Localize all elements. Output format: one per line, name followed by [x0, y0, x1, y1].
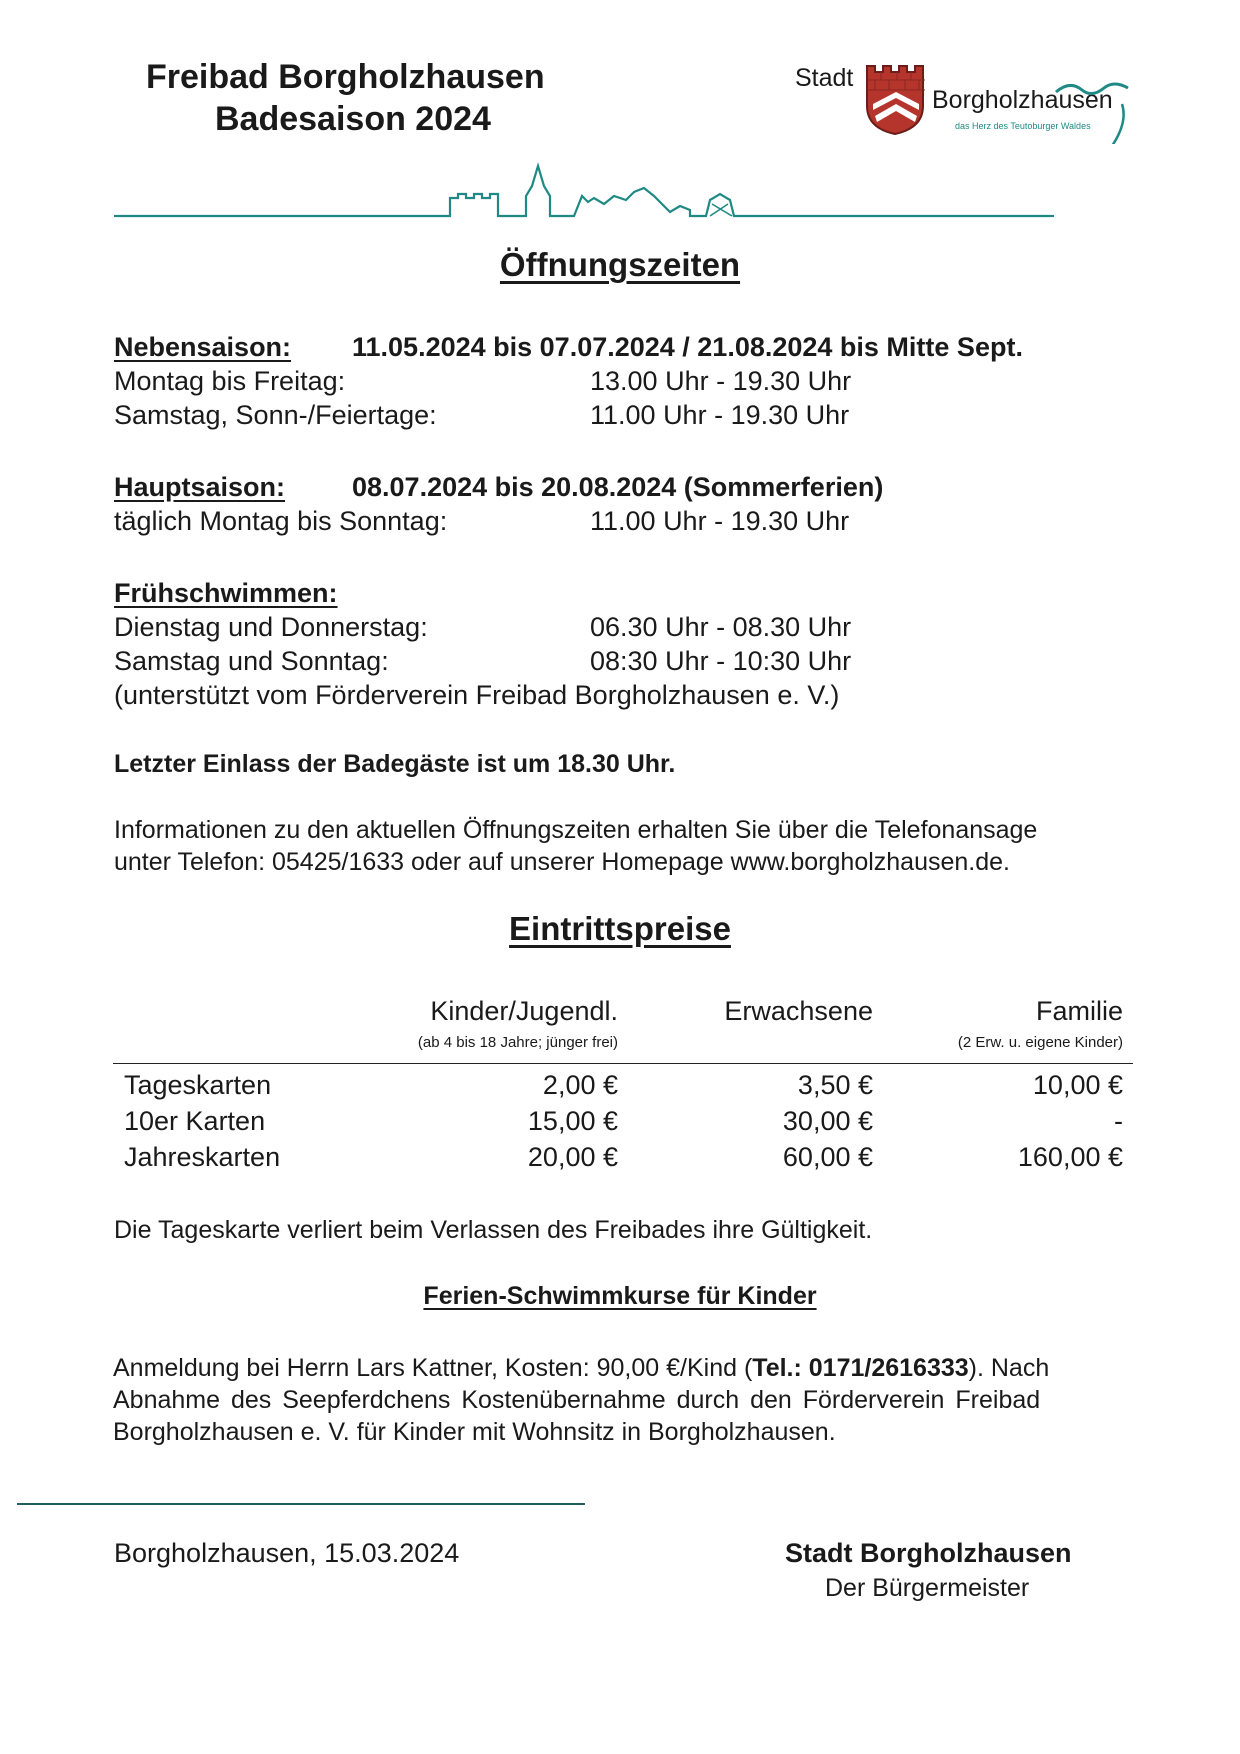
courses-text-line: Borgholzhausen e. V. für Kinder mit Wohnsitz in Borgholzhausen. — [113, 1418, 836, 1446]
schedule-day: Dienstag und Donnerstag: — [114, 612, 428, 642]
row-label: Jahreskarten — [124, 1142, 281, 1172]
fruehschwimmen-note: (unterstützt vom Förderverein Freibad Borgholzhausen e. V.) — [114, 680, 840, 710]
nebensaison-label: Nebensaison: — [114, 332, 292, 362]
column-header: Kinder/Jugendl. — [430, 996, 618, 1026]
schedule-day: Samstag, Sonn-/Feiertage: — [114, 400, 437, 430]
schedule-time: 13.00 Uhr - 19.30 Uhr — [590, 366, 852, 396]
price-cell: 2,00 € — [542, 1070, 618, 1100]
logo-wave-icon — [1050, 74, 1140, 144]
last-entry-notice: Letzter Einlass der Badegäste ist um 18.30 Uhr. — [114, 750, 676, 778]
signer-role: Der Bürgermeister — [825, 1574, 1030, 1602]
courses-text-line — [113, 1354, 1049, 1383]
hauptsaison-dates: 08.07.2024 bis 20.08.2024 (Sommerferien) — [352, 472, 884, 502]
logo-tagline: das Herz des Teutoburger Waldes — [955, 121, 1091, 131]
hauptsaison-label: Hauptsaison: — [114, 472, 286, 502]
schedule-time: 11.00 Uhr - 19.30 Uhr — [590, 506, 850, 536]
nebensaison-dates: 11.05.2024 bis 07.07.2024 / 21.08.2024 bis Mitte Sept. — [352, 332, 1023, 362]
place-date: Borgholzhausen, 15.03.2024 — [114, 1538, 460, 1568]
price-cell: - — [1114, 1106, 1123, 1136]
schedule-day: Samstag und Sonntag: — [114, 646, 389, 676]
schedule-day: Montag bis Freitag: — [114, 366, 346, 396]
price-cell: 30,00 € — [782, 1106, 873, 1136]
courses-phone: Tel.: 0171/2616333 — [752, 1354, 969, 1382]
signer-organization: Stadt Borgholzhausen — [785, 1538, 1072, 1568]
info-text-line: Informationen zu den aktuellen Öffnungszeiten erhalten Sie über die Telefonansage — [114, 816, 1038, 844]
schedule-time: 08:30 Uhr - 10:30 Uhr — [590, 646, 852, 676]
courses-text: Anmeldung bei Herrn Lars Kattner, Kosten: 90,00 €/Kind ( — [113, 1354, 753, 1382]
row-label: 10er Karten — [124, 1106, 266, 1136]
footer-divider — [17, 1503, 585, 1505]
prices-heading: Eintrittspreise — [509, 910, 731, 947]
price-cell: 60,00 € — [782, 1142, 873, 1172]
fruehschwimmen-label: Frühschwimmen: — [114, 578, 338, 608]
column-header: Erwachsene — [724, 996, 873, 1026]
page-title: Freibad Borgholzhausen — [146, 58, 545, 96]
table-header-divider — [113, 1063, 1133, 1064]
price-cell: 15,00 € — [527, 1106, 618, 1136]
row-label: Tageskarten — [124, 1070, 272, 1100]
courses-heading: Ferien-Schwimmkurse für Kinder — [423, 1282, 817, 1310]
price-cell: 20,00 € — [527, 1142, 618, 1172]
page-subtitle: Badesaison 2024 — [215, 100, 491, 138]
logo-city-name: Borgholzhausen — [932, 86, 1113, 114]
column-header-note: (ab 4 bis 18 Jahre; jünger frei) — [417, 1034, 618, 1051]
schedule-time: 11.00 Uhr - 19.30 Uhr — [590, 400, 850, 430]
info-text-line: unter Telefon: 05425/1633 oder auf unserer Homepage www.borgholzhausen.de. — [114, 848, 1010, 876]
opening-hours-heading: Öffnungszeiten — [499, 246, 741, 283]
price-cell: 3,50 € — [797, 1070, 873, 1100]
column-header-note: (2 Erw. u. eigene Kinder) — [957, 1034, 1123, 1051]
price-cell: 10,00 € — [1032, 1070, 1123, 1100]
logo-stadt-text: Stadt — [795, 64, 854, 92]
city-logo — [795, 60, 1140, 155]
validity-note: Die Tageskarte verliert beim Verlassen des Freibades ihre Gültigkeit. — [114, 1216, 873, 1244]
courses-text-line: Abnahme des Seepferdchens Kostenübernahme durch den Förderverein Freibad — [113, 1386, 1041, 1414]
skyline-divider — [114, 160, 1064, 220]
column-header: Familie — [1035, 996, 1123, 1026]
coat-of-arms-icon — [865, 64, 927, 136]
schedule-day: täglich Montag bis Sonntag: — [114, 506, 448, 536]
schedule-time: 06.30 Uhr - 08.30 Uhr — [590, 612, 852, 642]
price-cell: 160,00 € — [1017, 1142, 1123, 1172]
courses-text: ). Nach — [968, 1354, 1050, 1382]
